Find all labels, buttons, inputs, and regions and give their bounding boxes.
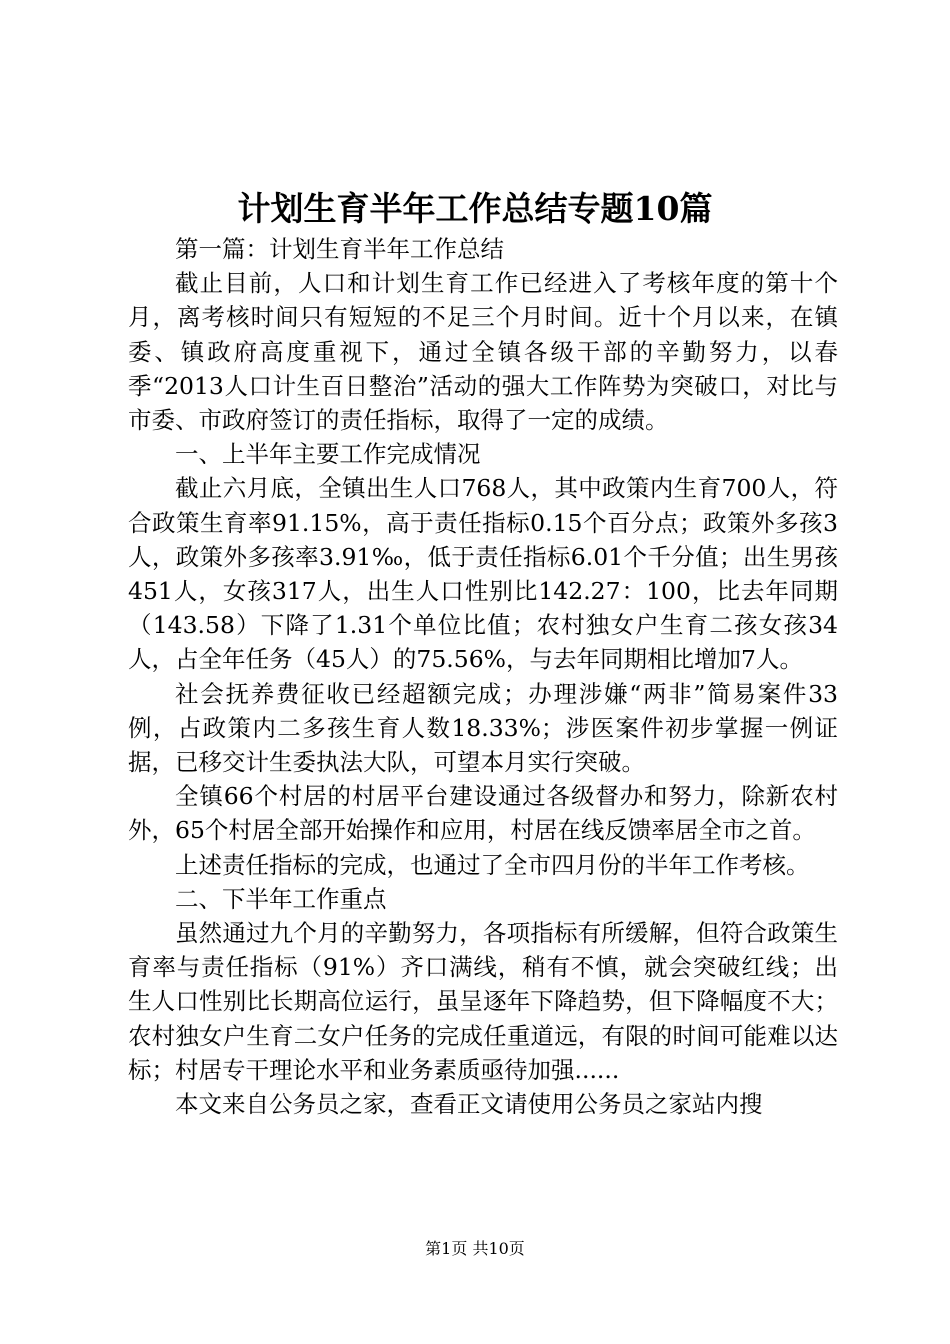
body-paragraph: 社会抚养费征收已经超额完成；办理涉嫌“两非”简易案件33例，占政策内二多孩生育人数18.33%；涉医案件初步掌握一例证据，已移交计生委执法大队，可望本月实行突破。 — [128, 679, 838, 777]
body-paragraph: 全镇66个村居的村居平台建设通过各级督办和努力，除新农村外，65个村居全部开始操作和应用，村居在线反馈率居全市之首。 — [128, 782, 838, 845]
body-paragraph: 虽然通过九个月的辛勤努力，各项指标有所缓解，但符合政策生育率与责任指标（91%）齐口满线，稍有不慎，就会突破红线；出生人口性别比长期高位运行，虽呈逐年下降趋势，但下降幅度不大；农村独女户生育二女户任务的完成任重道远，有限的时间可能难以达标；村居专干理论水平和业务素质亟待加强...... — [128, 919, 838, 1084]
body-paragraph: 截止目前，人口和计划生育工作已经进入了考核年度的第十个月，离考核时间只有短短的不足三个月时间。近十个月以来，在镇委、镇政府高度重视下，通过全镇各级干部的辛勤努力，以春季“2013人口计生百日整治”活动的强大工作阵势为突破口，对比与市委、市政府签订的责任指标，取得了一定的成绩。 — [128, 269, 838, 435]
document-body — [128, 232, 838, 1121]
section-heading: 二、下半年工作重点 — [175, 884, 387, 913]
section-heading: 一、上半年主要工作完成情况 — [175, 440, 481, 469]
body-paragraph: 本文来自公务员之家，查看正文请使用公务员之家站内搜 — [175, 1090, 763, 1119]
body-paragraph: 上述责任指标的完成，也通过了全市四月份的半年工作考核。 — [175, 850, 810, 879]
body-paragraph: 截止六月底，全镇出生人口768人，其中政策内生育700人，符合政策生育率91.15%，高于责任指标0.15个百分点；政策外多孩3人，政策外多孩率3.91‰，低于责任指标6.01个千分值；出生男孩451人，女孩317人，出生人口性别比142.27：100，比去年同期（143.58）下降了1.31个单位比值；农村独女户生育二孩女孩34人，占全年任务（45人）的75.56%，与去年同期相比增加7人。 — [128, 474, 838, 674]
page-footer: 第1页 共10页 — [425, 1239, 525, 1258]
section-heading: 第一篇：计划生育半年工作总结 — [175, 235, 504, 263]
document-title: 计划生育半年工作总结专题10篇 — [237, 189, 713, 228]
